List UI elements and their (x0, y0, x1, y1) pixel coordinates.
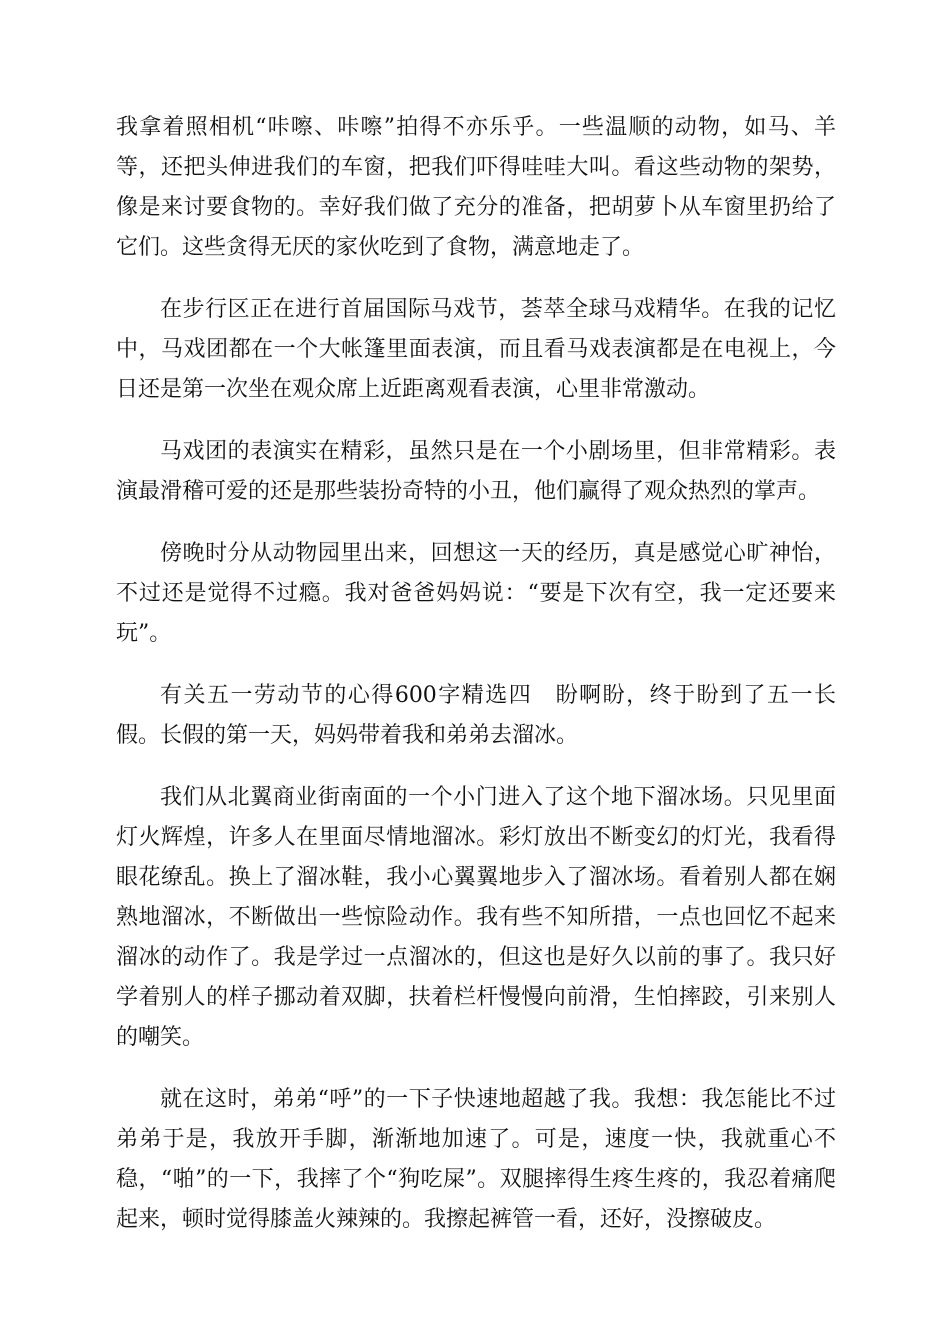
paragraph-4: 傍晚时分从动物园里出来，回想这一天的经历，真是感觉心旷神怡，不过还是觉得不过瘾。我对爸爸妈妈说：“要是下次有空，我一定还要来玩”。 (116, 541, 836, 646)
paragraph-2: 在步行区正在进行首届国际马戏节，荟萃全球马戏精华。在我的记忆中，马戏团都在一个大帐篷里面表演，而且看马戏表演都是在电视上，今日还是第一次坐在观众席上近距离观看表演，心里非常激动。 (116, 297, 836, 402)
document-page (116, 108, 836, 1262)
paragraph-6: 我们从北翼商业街南面的一个小门进入了这个地下溜冰场。只见里面灯火辉煌，许多人在里面尽情地溜冰。彩灯放出不断变幻的灯光，我看得眼花缭乱。换上了溜冰鞋，我小心翼翼地步入了溜冰场。看着别人都在娴熟地溜冰，不断做出一些惊险动作。我有些不知所措，一点也回忆不起来溜冰的动作了。我是学过一点溜冰的，但这也是好久以前的事了。我只好学着别人的样子挪动着双脚，扶着栏杆慢慢向前滑，生怕摔跤，引来别人的嘲笑。 (116, 785, 836, 1050)
paragraph-5: 有关五一劳动节的心得600字精选四 盼啊盼，终于盼到了五一长假。长假的第一天，妈妈带着我和弟弟去溜冰。 (116, 683, 836, 748)
paragraph-3: 马戏团的表演实在精彩，虽然只是在一个小剧场里，但非常精彩。表演最滑稽可爱的还是那些装扮奇特的小丑，他们赢得了观众热烈的掌声。 (116, 439, 836, 504)
paragraph-1: 我拿着照相机“咔嚓、咔嚓”拍得不亦乐乎。一些温顺的动物，如马、羊等，还把头伸进我们的车窗，把我们吓得哇哇大叫。看这些动物的架势，像是来讨要食物的。幸好我们做了充分的准备，把胡萝卜从车窗里扔给了它们。这些贪得无厌的家伙吃到了食物，满意地走了。 (116, 115, 836, 260)
paragraph-7: 就在这时，弟弟“呼”的一下子快速地超越了我。我想：我怎能比不过弟弟于是，我放开手脚，渐渐地加速了。可是，速度一快，我就重心不稳，“啪”的一下，我摔了个“狗吃屎”。双腿摔得生疼生疼的，我忍着痛爬起来，顿时觉得膝盖火辣辣的。我擦起裤管一看，还好，没擦破皮。 (116, 1087, 836, 1232)
